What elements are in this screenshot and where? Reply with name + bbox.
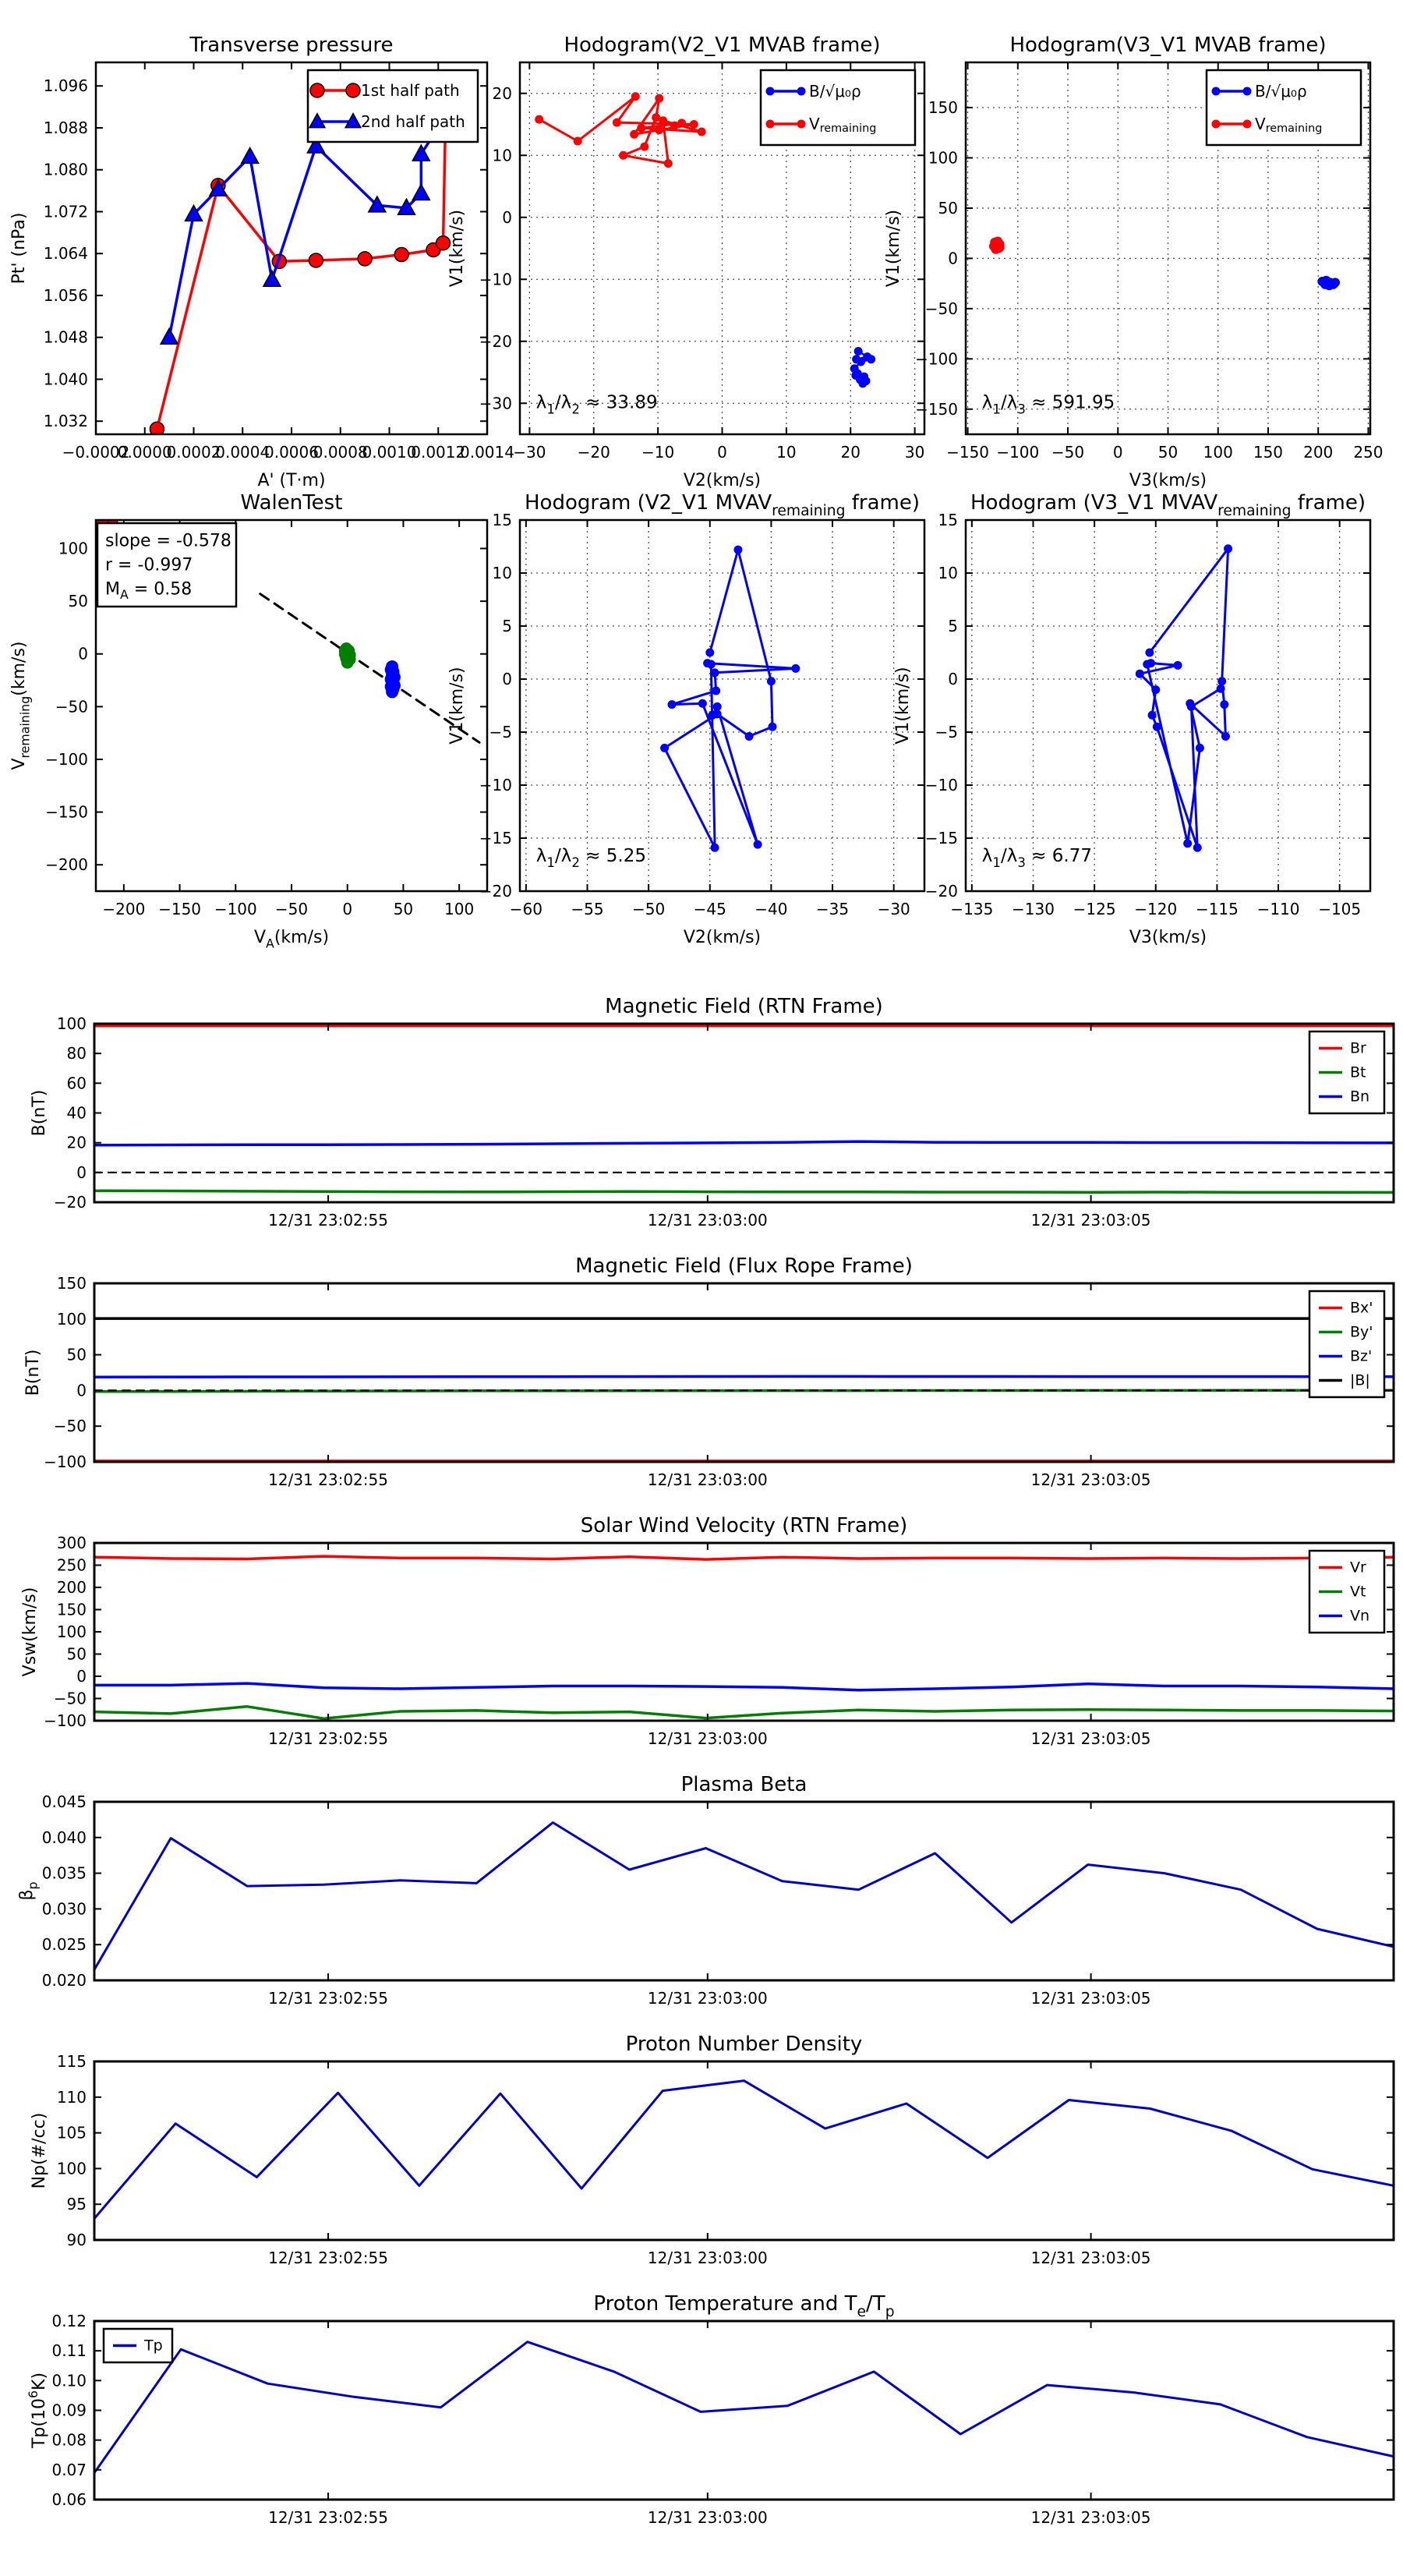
legend <box>308 70 478 142</box>
legend-label: Bn <box>1350 1088 1370 1106</box>
x-tick-label: 12/31 23:02:55 <box>268 1470 388 1489</box>
y-tick-label: 0 <box>76 1667 87 1686</box>
y-tick-label: 15 <box>938 511 958 529</box>
y-tick-label: −50 <box>924 299 958 318</box>
y-tick-label: −20 <box>479 331 512 351</box>
x-tick-label: 0.0012 <box>411 443 466 462</box>
y-tick-label: 0 <box>502 207 512 227</box>
y-tick-label: 150 <box>928 98 958 118</box>
x-tick-label: 250 <box>1353 443 1384 462</box>
chart-title: Magnetic Field (Flux Rope Frame) <box>575 1254 913 1278</box>
x-tick-label: 10 <box>776 443 797 462</box>
y-tick-label: −100 <box>45 749 88 769</box>
x-tick-label: 12/31 23:03:00 <box>647 1211 768 1230</box>
x-tick-label: −115 <box>1195 900 1239 918</box>
x-axis-label: A' (T·m) <box>257 471 326 490</box>
x-axis-label: V2(km/s) <box>683 471 762 490</box>
y-tick-label: −5 <box>935 723 958 741</box>
y-tick-label: −20 <box>53 1193 87 1212</box>
y-tick-label: 0.06 <box>51 2490 87 2509</box>
y-tick-label: −100 <box>915 349 958 369</box>
x-tick-label: 200 <box>1303 443 1334 462</box>
legend-label: B/√μ₀ρ <box>809 82 861 101</box>
y-axis-label: V1(km/s) <box>893 667 913 745</box>
x-axis-label: V2(km/s) <box>683 928 762 947</box>
legend-label: $V_{remaining}$ <box>809 115 877 135</box>
x-tick-label: 12/31 23:02:55 <box>268 2508 388 2527</box>
y-tick-label: 0.035 <box>41 1863 87 1883</box>
legend-label: B/√μ₀ρ <box>1255 82 1307 101</box>
x-tick-label: 12/31 23:03:05 <box>1030 1989 1151 2008</box>
x-tick-label: −30 <box>877 900 910 918</box>
chart-title: Hodogram(V2_V1 MVAB frame) <box>564 34 881 57</box>
y-tick-label: 1.080 <box>43 160 88 179</box>
x-tick-label: 12/31 23:02:55 <box>268 2249 388 2267</box>
x-tick-label: 0.0006 <box>264 443 319 462</box>
y-tick-label: −50 <box>55 697 88 717</box>
x-tick-label: −110 <box>1256 900 1300 918</box>
x-tick-label: 0.0002 <box>166 443 221 462</box>
stats-line: r = -0.997 <box>105 555 193 575</box>
x-tick-label: 0.0004 <box>215 443 270 462</box>
x-tick-label: 12/31 23:03:00 <box>647 1729 768 1748</box>
x-tick-label: 12/31 23:02:55 <box>268 1211 388 1230</box>
stats-line: slope = -0.578 <box>105 531 231 550</box>
chart-title: Magnetic Field (RTN Frame) <box>605 995 883 1018</box>
x-tick-label: −105 <box>1318 900 1362 918</box>
x-tick-label: −60 <box>509 900 542 918</box>
y-tick-label: 250 <box>56 1555 87 1575</box>
y-axis-label: B(nT) <box>23 1349 43 1396</box>
y-tick-label: 1.056 <box>43 285 88 305</box>
x-tick-label: 12/31 23:03:05 <box>1030 2508 1151 2527</box>
y-tick-label: −15 <box>924 829 958 847</box>
x-tick-label: −130 <box>1012 900 1055 918</box>
x-tick-label: 50 <box>393 900 414 918</box>
legend-label: |B| <box>1350 1371 1370 1389</box>
x-tick-label: 0.0010 <box>362 443 417 462</box>
y-tick-label: 95 <box>66 2195 87 2214</box>
y-tick-label: 60 <box>66 1074 87 1093</box>
x-tick-label: 12/31 23:03:00 <box>647 1470 768 1489</box>
y-tick-label: 20 <box>66 1133 87 1152</box>
x-tick-label: −135 <box>950 900 994 918</box>
legend-label: 1st half path <box>361 81 460 100</box>
legend <box>1207 70 1361 145</box>
y-tick-label: 100 <box>56 2159 87 2178</box>
x-tick-label: −20 <box>577 443 610 462</box>
x-tick-label: −50 <box>274 900 309 918</box>
y-tick-label: 0.11 <box>51 2341 87 2361</box>
x-tick-label: −150 <box>946 443 990 462</box>
y-tick-label: −150 <box>45 802 88 822</box>
x-tick-label: 0 <box>342 900 353 918</box>
y-tick-label: −20 <box>479 882 512 901</box>
y-tick-label: 10 <box>492 146 512 165</box>
y-tick-label: 0 <box>76 1381 87 1400</box>
y-tick-label: 80 <box>66 1044 87 1063</box>
y-tick-label: 150 <box>56 1274 87 1293</box>
x-tick-label: −35 <box>815 900 850 918</box>
chart-title: Proton Temperature and $T_e/T_p$ <box>593 2292 895 2320</box>
y-tick-label: 0 <box>78 644 88 663</box>
chart-title: WalenTest <box>240 491 343 515</box>
y-tick-label: 1.032 <box>43 412 88 431</box>
x-tick-label: 12/31 23:03:05 <box>1030 1729 1151 1748</box>
x-tick-label: 50 <box>1157 443 1179 462</box>
x-tick-label: 150 <box>1253 443 1284 462</box>
x-axis-label: $V_A(km/s)$ <box>253 928 330 951</box>
y-tick-label: −10 <box>924 776 958 794</box>
legend <box>1309 1551 1384 1633</box>
chart-title: Transverse pressure <box>189 34 394 57</box>
x-tick-label: 12/31 23:03:00 <box>647 1989 768 2008</box>
x-tick-label: −0.0002 <box>62 443 130 462</box>
y-tick-label: 0.020 <box>41 1971 87 1990</box>
chart-title: Proton Number Density <box>625 2033 863 2056</box>
legend-label: Bx' <box>1350 1299 1373 1317</box>
legend <box>1309 1291 1384 1397</box>
y-tick-label: 300 <box>56 1534 87 1552</box>
y-tick-label: 0.030 <box>41 1899 87 1919</box>
y-tick-label: 100 <box>928 148 958 168</box>
y-tick-label: 100 <box>58 539 88 558</box>
x-tick-label: 12/31 23:03:00 <box>647 2249 768 2267</box>
y-tick-label: 0 <box>948 670 958 688</box>
y-tick-label: 100 <box>56 1014 87 1033</box>
y-tick-label: 100 <box>56 1622 87 1641</box>
legend-label: $V_{remaining}$ <box>1255 115 1323 135</box>
y-tick-label: 105 <box>56 2123 87 2143</box>
y-tick-label: 50 <box>68 592 88 611</box>
x-tick-label: −50 <box>1051 443 1085 462</box>
legend <box>761 70 915 145</box>
chart-title: Hodogram (V2_V1 $MVAV_{remaining}$ frame) <box>525 491 920 519</box>
x-tick-label: 12/31 23:03:05 <box>1030 1211 1151 1230</box>
legend-label: Bt <box>1350 1063 1366 1081</box>
y-tick-label: 0.10 <box>51 2371 87 2390</box>
y-axis-label: Pt' (nPa) <box>9 212 29 285</box>
y-axis-label: Vsw(km/s) <box>20 1587 40 1677</box>
y-tick-label: 0.12 <box>51 2312 87 2330</box>
x-tick-label: 30 <box>904 443 925 462</box>
y-tick-label: −5 <box>489 723 512 741</box>
y-tick-label: 5 <box>502 617 512 635</box>
y-tick-label: 150 <box>56 1600 87 1619</box>
y-axis-label: $\beta_p$ <box>17 1881 41 1901</box>
y-tick-label: −15 <box>479 829 512 847</box>
chart-title: Solar Wind Velocity (RTN Frame) <box>580 1514 908 1537</box>
y-tick-label: 0.045 <box>41 1792 87 1811</box>
x-axis-label: V3(km/s) <box>1129 471 1207 490</box>
legend <box>1309 1031 1384 1113</box>
x-tick-label: 12/31 23:02:55 <box>268 1729 388 1748</box>
y-tick-label: 10 <box>938 564 958 582</box>
y-tick-label: 1.048 <box>43 327 88 347</box>
y-tick-label: 90 <box>66 2231 87 2249</box>
legend-label: Vn <box>1350 1607 1370 1625</box>
y-tick-label: 1.096 <box>43 76 88 96</box>
y-tick-label: −50 <box>53 1417 87 1436</box>
y-tick-label: −30 <box>479 394 512 413</box>
annotation: $\lambda_1/\lambda_3 \approx 591.95$ <box>981 392 1115 417</box>
y-tick-label: 5 <box>948 617 958 635</box>
x-tick-label: −30 <box>513 443 546 462</box>
series-blue-cluster <box>385 660 401 698</box>
chart-title: Hodogram (V3_V1 $MVAV_{remaining}$ frame) <box>970 491 1366 519</box>
y-tick-label: 0.07 <box>51 2460 87 2479</box>
x-tick-label: 0 <box>1112 443 1123 462</box>
x-tick-label: −45 <box>693 900 726 918</box>
x-tick-label: −50 <box>632 900 666 918</box>
y-axis-label: V1(km/s) <box>447 667 467 745</box>
x-tick-label: 12/31 23:03:05 <box>1030 1470 1151 1489</box>
y-tick-label: 10 <box>492 564 512 582</box>
y-tick-label: −20 <box>924 882 958 901</box>
legend-label: Vt <box>1350 1583 1366 1601</box>
y-tick-label: −100 <box>44 1711 87 1730</box>
x-tick-label: −120 <box>1134 900 1178 918</box>
legend-label: Vr <box>1350 1559 1366 1576</box>
y-tick-label: 1.040 <box>43 370 88 389</box>
x-tick-label: 12/31 23:03:05 <box>1030 2249 1151 2267</box>
y-tick-label: −100 <box>44 1453 87 1471</box>
y-axis-label: V1(km/s) <box>884 209 903 288</box>
x-tick-label: −150 <box>158 900 202 918</box>
x-tick-label: 0 <box>717 443 727 462</box>
annotation: $\lambda_1/\lambda_3 \approx 6.77$ <box>981 845 1092 870</box>
series-bz- <box>94 1376 1394 1377</box>
x-tick-label: 100 <box>444 900 475 918</box>
y-tick-label: 200 <box>56 1578 87 1597</box>
x-tick-label: 20 <box>840 443 861 462</box>
y-tick-label: 40 <box>66 1103 87 1123</box>
y-tick-label: 20 <box>492 83 512 103</box>
y-tick-label: −50 <box>53 1689 87 1708</box>
y-axis-label: Np(#/cc) <box>30 2112 49 2189</box>
x-tick-label: 0.0000 <box>117 443 172 462</box>
x-tick-label: −100 <box>214 900 257 918</box>
y-tick-label: 0 <box>76 1162 87 1182</box>
y-tick-label: −10 <box>479 776 512 794</box>
y-tick-label: 1.072 <box>43 202 88 221</box>
y-tick-label: −10 <box>479 270 512 289</box>
legend-label: Tp <box>144 2337 163 2355</box>
y-axis-label: $V_{remaining}(km/s)$ <box>9 641 33 770</box>
y-tick-label: 110 <box>56 2087 87 2107</box>
legend-label: 2nd half path <box>361 112 465 131</box>
x-tick-label: −10 <box>641 443 675 462</box>
y-tick-label: 0 <box>502 670 512 688</box>
chart-title: Hodogram(V3_V1 MVAB frame) <box>1009 34 1327 57</box>
legend-label: Bz' <box>1350 1347 1373 1365</box>
x-tick-label: −200 <box>102 900 146 918</box>
x-axis-label: V3(km/s) <box>1129 928 1207 947</box>
y-tick-label: 50 <box>66 1345 87 1364</box>
chart-title: Plasma Beta <box>680 1773 808 1796</box>
y-tick-label: 115 <box>56 2052 87 2071</box>
x-tick-label: 0.0008 <box>313 443 368 462</box>
y-tick-label: 0.040 <box>41 1828 87 1847</box>
x-tick-label: −100 <box>996 443 1040 462</box>
legend <box>104 2329 172 2362</box>
y-tick-label: 1.088 <box>43 118 88 137</box>
series-bt <box>94 1191 1394 1192</box>
x-tick-label: −55 <box>571 900 604 918</box>
stats-line: $M_A = 0.58$ <box>105 579 193 602</box>
y-axis-label: B(nT) <box>30 1089 49 1137</box>
y-tick-label: 1.064 <box>43 244 88 264</box>
y-tick-label: 50 <box>938 198 958 218</box>
legend-label: By' <box>1350 1323 1373 1341</box>
y-tick-label: 15 <box>492 511 512 529</box>
x-tick-label: 100 <box>1203 443 1233 462</box>
y-axis-label: $Tp(10^6K)$ <box>25 2372 49 2449</box>
y-tick-label: −150 <box>915 399 958 419</box>
y-tick-label: 100 <box>56 1309 87 1329</box>
annotation: $\lambda_1/\lambda_2 \approx 5.25$ <box>535 845 646 870</box>
y-tick-label: 0.025 <box>41 1935 87 1955</box>
legend-label: Br <box>1350 1039 1366 1057</box>
y-tick-label: 0.09 <box>51 2401 87 2420</box>
y-tick-label: −200 <box>45 855 88 875</box>
x-tick-label: −125 <box>1073 900 1116 918</box>
x-tick-label: −40 <box>755 900 788 918</box>
x-tick-label: 12/31 23:02:55 <box>268 1989 388 2008</box>
x-tick-label: 0.0014 <box>460 443 514 462</box>
annotation: $\lambda_1/\lambda_2 \approx 33.89$ <box>535 392 658 417</box>
y-axis-label: V1(km/s) <box>447 209 467 288</box>
x-tick-label: 12/31 23:03:00 <box>647 2508 768 2527</box>
y-tick-label: 0.08 <box>51 2430 87 2450</box>
stats-textbox <box>97 523 236 607</box>
y-tick-label: 50 <box>66 1644 87 1664</box>
y-tick-label: 0 <box>948 249 958 268</box>
